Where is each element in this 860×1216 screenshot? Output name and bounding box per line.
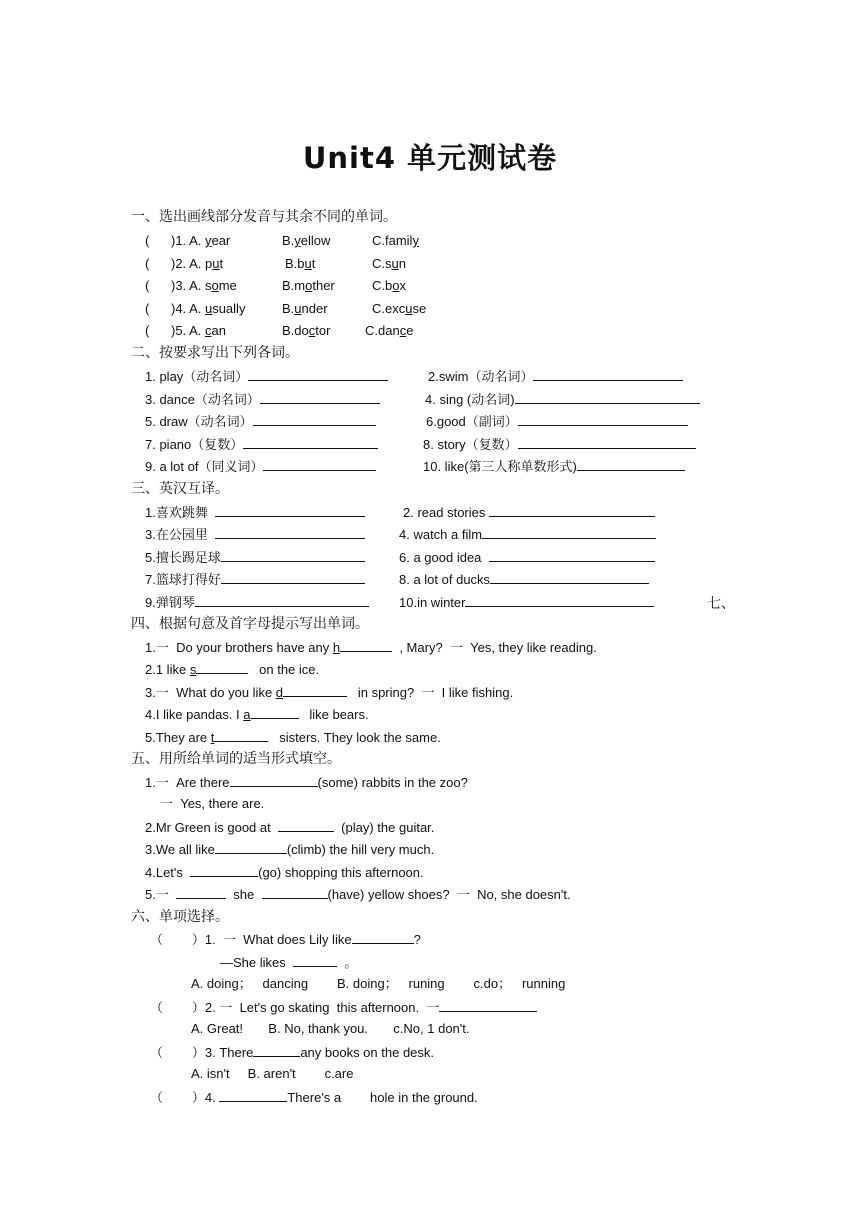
- underlined-letter: u: [405, 301, 413, 316]
- wordform-item-7: [145, 435, 378, 453]
- text-fragment: 7.篮球打得好: [145, 572, 221, 587]
- phonics-item-2: [145, 255, 223, 273]
- choice-item-1-answer: [220, 953, 357, 971]
- underlined-letter: u: [204, 301, 213, 316]
- answer-blank: [278, 818, 334, 832]
- answer-blank: [518, 412, 688, 426]
- translate-item-8: [399, 570, 649, 588]
- phonics-item-1: [145, 232, 230, 250]
- text-fragment: ellow: [300, 233, 331, 248]
- fill-item-3: [145, 840, 434, 858]
- underlined-letter: a: [243, 707, 251, 722]
- answer-blank: [195, 593, 369, 607]
- text-fragment: any books on the desk.: [300, 1045, 435, 1060]
- answer-blank: [283, 683, 347, 697]
- text-fragment: p: [204, 256, 213, 271]
- phonics-item-2-b: [285, 255, 315, 273]
- translate-item-7: [145, 570, 365, 588]
- text-fragment: x: [399, 278, 406, 293]
- text-fragment: （ ）3. There: [150, 1045, 254, 1060]
- underlined-letter: u: [304, 256, 312, 271]
- text-fragment: like bears.: [298, 707, 369, 722]
- text-fragment: on the ice.: [248, 662, 320, 677]
- underlined-letter: u: [294, 301, 302, 316]
- answer-blank: [243, 435, 378, 449]
- answer-blank: [260, 390, 380, 404]
- answer-blank: [465, 593, 654, 607]
- answer-blank: [352, 930, 414, 944]
- text-fragment: 3.在公园里: [145, 527, 208, 542]
- text-fragment: 9.弹钢琴: [145, 595, 195, 610]
- text-fragment: , Mary? 一 Yes, they like reading.: [392, 640, 597, 655]
- text-fragment: （ ）1. 一 What does Lily like: [150, 932, 352, 947]
- text-fragment: 1. play（动名词）: [145, 369, 249, 384]
- fill-item-1: [145, 773, 468, 791]
- underlined-letter: u: [212, 256, 220, 271]
- text-fragment: 8. a lot of ducks: [399, 572, 491, 587]
- text-fragment: me: [218, 278, 237, 293]
- text-fragment: sisters. They look the same.: [268, 730, 441, 745]
- phonics-item-2-c: [372, 255, 406, 273]
- underlined-letter: u: [391, 256, 399, 271]
- wordform-item-9: [145, 457, 376, 475]
- text-fragment: ( )2. A.: [145, 256, 205, 271]
- answer-blank: [518, 435, 696, 449]
- text-fragment: ther: [312, 278, 335, 293]
- answer-blank: [262, 885, 328, 899]
- fill-item-4: [145, 863, 424, 881]
- text-fragment: (some) rabbits in the zoo?: [317, 775, 468, 790]
- text-fragment: C.exc: [372, 301, 406, 316]
- wordform-item-6: [426, 412, 688, 430]
- wordform-item-5: [145, 412, 376, 430]
- text-fragment: [208, 505, 215, 520]
- text-fragment: n: [398, 256, 406, 271]
- text-fragment: C.dan: [365, 323, 400, 338]
- text-fragment: 。: [336, 955, 358, 970]
- answer-blank: [215, 840, 287, 854]
- phonics-item-1-c: [372, 232, 419, 250]
- wordform-item-8: [423, 435, 696, 453]
- underlined-letter: c: [399, 323, 407, 338]
- text-fragment: （ ）4.: [150, 1090, 220, 1105]
- wordform-item-10: [423, 457, 685, 475]
- answer-blank: [577, 457, 685, 471]
- text-fragment: 1.喜欢跳舞: [145, 505, 208, 520]
- translate-item-3: [145, 525, 365, 543]
- initial-item-1: [145, 638, 597, 656]
- answer-blank: [221, 548, 365, 562]
- text-fragment: t: [311, 256, 316, 271]
- text-fragment: e: [406, 323, 414, 338]
- phonics-item-1-b: [282, 232, 330, 250]
- text-fragment: 6. a good idea: [399, 550, 482, 565]
- text-fragment: C.famil: [372, 233, 413, 248]
- text-fragment: 2.Mr Green is good at: [145, 820, 278, 835]
- underlined-letter: h: [332, 640, 341, 655]
- translate-item-2: [403, 503, 655, 521]
- answer-blank: [253, 1043, 300, 1057]
- text-fragment: se: [412, 301, 427, 316]
- answer-blank: [219, 1088, 287, 1102]
- translate-item-6: [399, 548, 655, 566]
- choice-item-1: [150, 930, 421, 948]
- text-fragment: 3. dance（动名词）: [145, 392, 260, 407]
- text-fragment: (climb) the hill very much.: [286, 842, 435, 857]
- text-fragment: 5.一: [145, 887, 177, 902]
- answer-blank: [490, 570, 649, 584]
- translate-item-5: [145, 548, 365, 566]
- underlined-letter: s: [189, 662, 197, 677]
- text-fragment: [208, 527, 215, 542]
- text-fragment: 7. piano（复数）: [145, 437, 244, 452]
- section-2-heading: 二、按要求写出下列各词。: [131, 345, 299, 361]
- answer-blank: [263, 457, 376, 471]
- answer-blank: [214, 728, 268, 742]
- text-fragment: B.: [282, 301, 295, 316]
- answer-blank: [489, 548, 655, 562]
- text-fragment: 9. a lot of（同义词）: [145, 459, 264, 474]
- answer-blank: [248, 367, 388, 381]
- text-fragment: There's a hole in the ground.: [287, 1090, 478, 1105]
- wordform-item-1: [145, 367, 388, 385]
- wordform-item-2: [428, 367, 683, 385]
- text-fragment: 2.swim（动名词）: [428, 369, 534, 384]
- phonics-item-4-c: [372, 300, 426, 318]
- answer-blank: [515, 390, 700, 404]
- choice-item-3-options: A. isn't B. aren't c.are: [191, 1066, 354, 1081]
- text-fragment: ( )5. A.: [145, 323, 205, 338]
- fill-item-5: [145, 885, 571, 903]
- text-fragment: sually: [212, 301, 246, 316]
- text-fragment: she: [226, 887, 262, 902]
- wordform-item-3: [145, 390, 380, 408]
- answer-blank: [439, 998, 537, 1012]
- choice-item-2-options: A. Great! B. No, thank you. c.No, 1 don't.: [191, 1021, 470, 1036]
- text-fragment: 2. read stories: [403, 505, 486, 520]
- text-fragment: 4.Let's: [145, 865, 191, 880]
- section-7-stub: 七、: [707, 596, 735, 612]
- text-fragment: B.: [282, 233, 295, 248]
- initial-item-4: [145, 705, 369, 723]
- text-fragment: in spring? 一 I like fishing.: [347, 685, 514, 700]
- fill-item-2: [145, 818, 434, 836]
- text-fragment: 4.I like pandas. I: [145, 707, 244, 722]
- text-fragment: t: [219, 256, 224, 271]
- text-fragment: ear: [211, 233, 231, 248]
- underlined-letter: y: [412, 233, 419, 248]
- answer-blank: [533, 367, 683, 381]
- translate-item-4: [399, 525, 656, 543]
- phonics-item-5-c: [365, 322, 413, 340]
- answer-blank: [482, 525, 656, 539]
- initial-item-2: [145, 660, 319, 678]
- answer-blank: [253, 412, 376, 426]
- answer-blank: [251, 705, 299, 719]
- underlined-letter: c: [308, 323, 316, 338]
- text-fragment: 3.We all like: [145, 842, 215, 857]
- text-fragment: 10.in winter: [399, 595, 466, 610]
- phonics-item-3-c: [372, 277, 406, 295]
- underlined-letter: o: [392, 278, 400, 293]
- text-fragment: s: [204, 278, 212, 293]
- text-fragment: 4. sing (动名词): [425, 392, 515, 407]
- section-4-heading: 四、根据句意及首字母提示写出单词。: [131, 616, 369, 632]
- choice-item-3: [150, 1043, 434, 1061]
- text-fragment: (have) yellow shoes? 一 No, she doesn't.: [327, 887, 571, 902]
- answer-blank: [489, 503, 655, 517]
- section-3-heading: 三、英汉互译。: [131, 481, 229, 497]
- translate-item-1: [145, 503, 365, 521]
- text-fragment: 4. watch a film: [399, 527, 483, 542]
- text-fragment: tor: [315, 323, 331, 338]
- text-fragment: ( )4. A.: [145, 301, 205, 316]
- text-fragment: 1.一 Do your brothers have any: [145, 640, 333, 655]
- text-fragment: —She likes: [220, 955, 293, 970]
- underlined-letter: t: [210, 730, 215, 745]
- text-fragment: ( )1. A.: [145, 233, 205, 248]
- answer-blank: [221, 570, 365, 584]
- fill-item-1-answer: 一 Yes, there are.: [160, 796, 265, 811]
- text-fragment: 8. story（复数）: [423, 437, 518, 452]
- answer-blank: [293, 953, 337, 967]
- section-6-heading: 六、单项选择。: [131, 909, 229, 925]
- phonics-item-5: [145, 322, 226, 340]
- section-1-heading: 一、选出画线部分发音与其余不同的单词。: [131, 209, 397, 225]
- page-title: Unit4 单元测试卷: [302, 141, 558, 175]
- phonics-item-5-b: [282, 322, 330, 340]
- text-fragment: C.s: [372, 256, 392, 271]
- text-fragment: nder: [301, 301, 328, 316]
- section-5-heading: 五、用所给单词的适当形式填空。: [131, 751, 341, 767]
- choice-item-2: [150, 998, 537, 1016]
- answer-blank: [215, 503, 365, 517]
- text-fragment: C.b: [372, 278, 393, 293]
- text-fragment: B.do: [282, 323, 309, 338]
- answer-blank: [176, 885, 226, 899]
- answer-blank: [190, 863, 258, 877]
- text-fragment: an: [211, 323, 226, 338]
- underlined-letter: o: [211, 278, 219, 293]
- text-fragment: （ ）2. 一 Let's go skating this afternoon. 一: [150, 1000, 440, 1015]
- text-fragment: (play) the guitar.: [333, 820, 435, 835]
- underlined-letter: y: [294, 233, 301, 248]
- phonics-item-4: [145, 300, 245, 318]
- answer-blank: [340, 638, 392, 652]
- underlined-letter: c: [204, 323, 212, 338]
- text-fragment: 6.good（副词）: [426, 414, 518, 429]
- underlined-letter: d: [275, 685, 284, 700]
- wordform-item-4: [425, 390, 700, 408]
- phonics-item-3: [145, 277, 237, 295]
- text-fragment: [481, 550, 488, 565]
- text-fragment: B.m: [282, 278, 306, 293]
- choice-item-1-options: A. doing； dancing B. doing； runing c.do； running: [191, 976, 566, 991]
- text-fragment: 3.一 What do you like: [145, 685, 276, 700]
- answer-blank: [215, 525, 365, 539]
- text-fragment: 2.1 like: [145, 662, 190, 677]
- phonics-item-4-b: [282, 300, 328, 318]
- choice-item-4: [150, 1088, 478, 1106]
- text-fragment: B.b: [285, 256, 305, 271]
- initial-item-5: [145, 728, 441, 746]
- text-fragment: 10. like(第三人称单数形式): [423, 459, 577, 474]
- underlined-letter: y: [204, 233, 212, 248]
- text-fragment: 1.一 Are there: [145, 775, 230, 790]
- text-fragment: (go) shopping this afternoon.: [258, 865, 424, 880]
- text-fragment: 5.擅长踢足球: [145, 550, 221, 565]
- underlined-letter: o: [305, 278, 313, 293]
- text-fragment: 5.They are: [145, 730, 211, 745]
- initial-item-3: [145, 683, 513, 701]
- text-fragment: ( )3. A.: [145, 278, 205, 293]
- translate-item-9: [145, 593, 369, 611]
- phonics-item-3-b: [282, 277, 335, 295]
- translate-item-10: [399, 593, 654, 611]
- text-fragment: ?: [413, 932, 421, 947]
- answer-blank: [230, 773, 318, 787]
- answer-blank: [196, 660, 248, 674]
- text-fragment: 5. draw（动名词）: [145, 414, 253, 429]
